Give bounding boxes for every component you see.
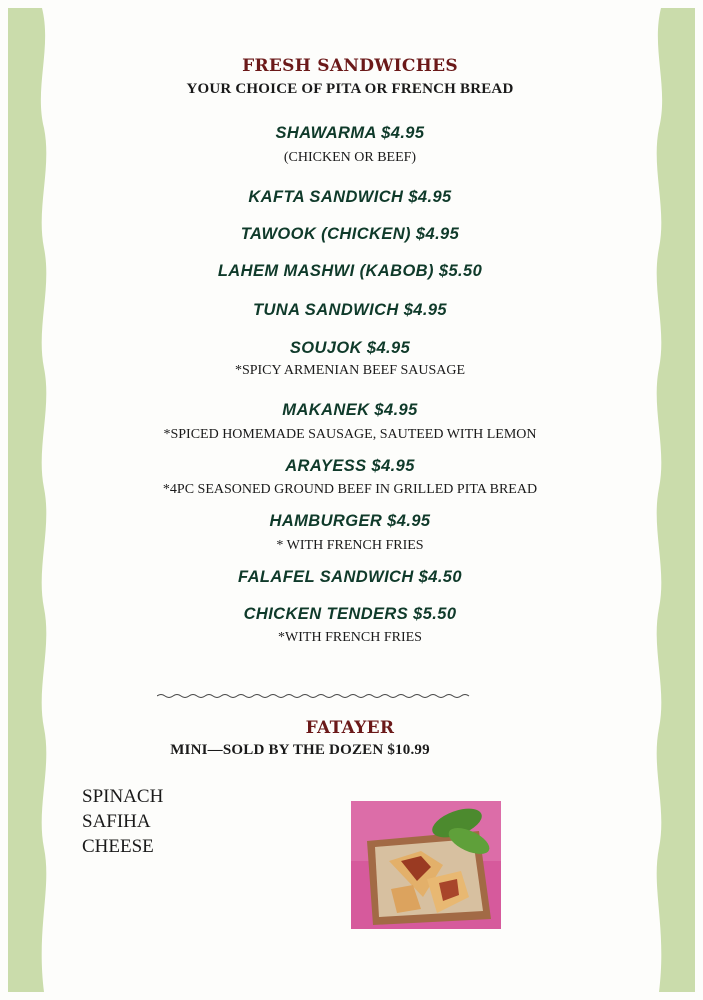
menu-item-name: TUNA SANDWICH $4.95 [252,301,447,319]
fatayer-variety: SAFIHA [82,811,151,832]
menu-item-note: *WITH FRENCH FRIES [278,630,422,645]
menu-item-name: LAHEM MASHWI (KABOB) $5.50 [217,262,483,280]
fatayer-variety: CHEESE [82,836,154,857]
fatayer-varieties [82,784,163,859]
fatayer-photo [351,801,501,929]
fatayer-subtitle: MINI—SOLD BY THE DOZEN $10.99 [170,742,430,758]
menu-item-name: HAMBURGER $4.95 [269,512,431,530]
menu-item-note: *SPICED HOMEMADE SAUSAGE, SAUTEED WITH LEMON [163,427,537,442]
left-wavy-border [8,8,50,992]
right-wavy-border [653,8,695,992]
fatayer-title: FATAYER [305,718,395,738]
menu-item-name: ARAYESS $4.95 [285,457,415,475]
menu-item-name: CHICKEN TENDERS $5.50 [243,605,457,623]
menu-item-note: * WITH FRENCH FRIES [276,538,424,553]
menu-item-name: SHAWARMA $4.95 [275,124,425,142]
sandwiches-subtitle: YOUR CHOICE OF PITA OR FRENCH BREAD [186,81,514,97]
menu-item-name: SOUJOK $4.95 [289,339,411,357]
menu-item-name: FALAFEL SANDWICH $4.50 [238,568,462,586]
menu-item-note: *4PC SEASONED GROUND BEEF IN GRILLED PITA BREAD [162,482,538,497]
section-divider [157,687,475,695]
sandwiches-title: FRESH SANDWICHES [242,56,458,76]
fatayer-variety: SPINACH [82,786,164,807]
menu-item-name: KAFTA SANDWICH $4.95 [248,188,452,206]
menu-item-note: *SPICY ARMENIAN BEEF SAUSAGE [234,363,466,378]
menu-item-name: MAKANEK $4.95 [282,401,418,419]
menu-item-note: (CHICKEN OR BEEF) [283,150,417,165]
menu-item-name: TAWOOK (CHICKEN) $4.95 [240,225,460,243]
